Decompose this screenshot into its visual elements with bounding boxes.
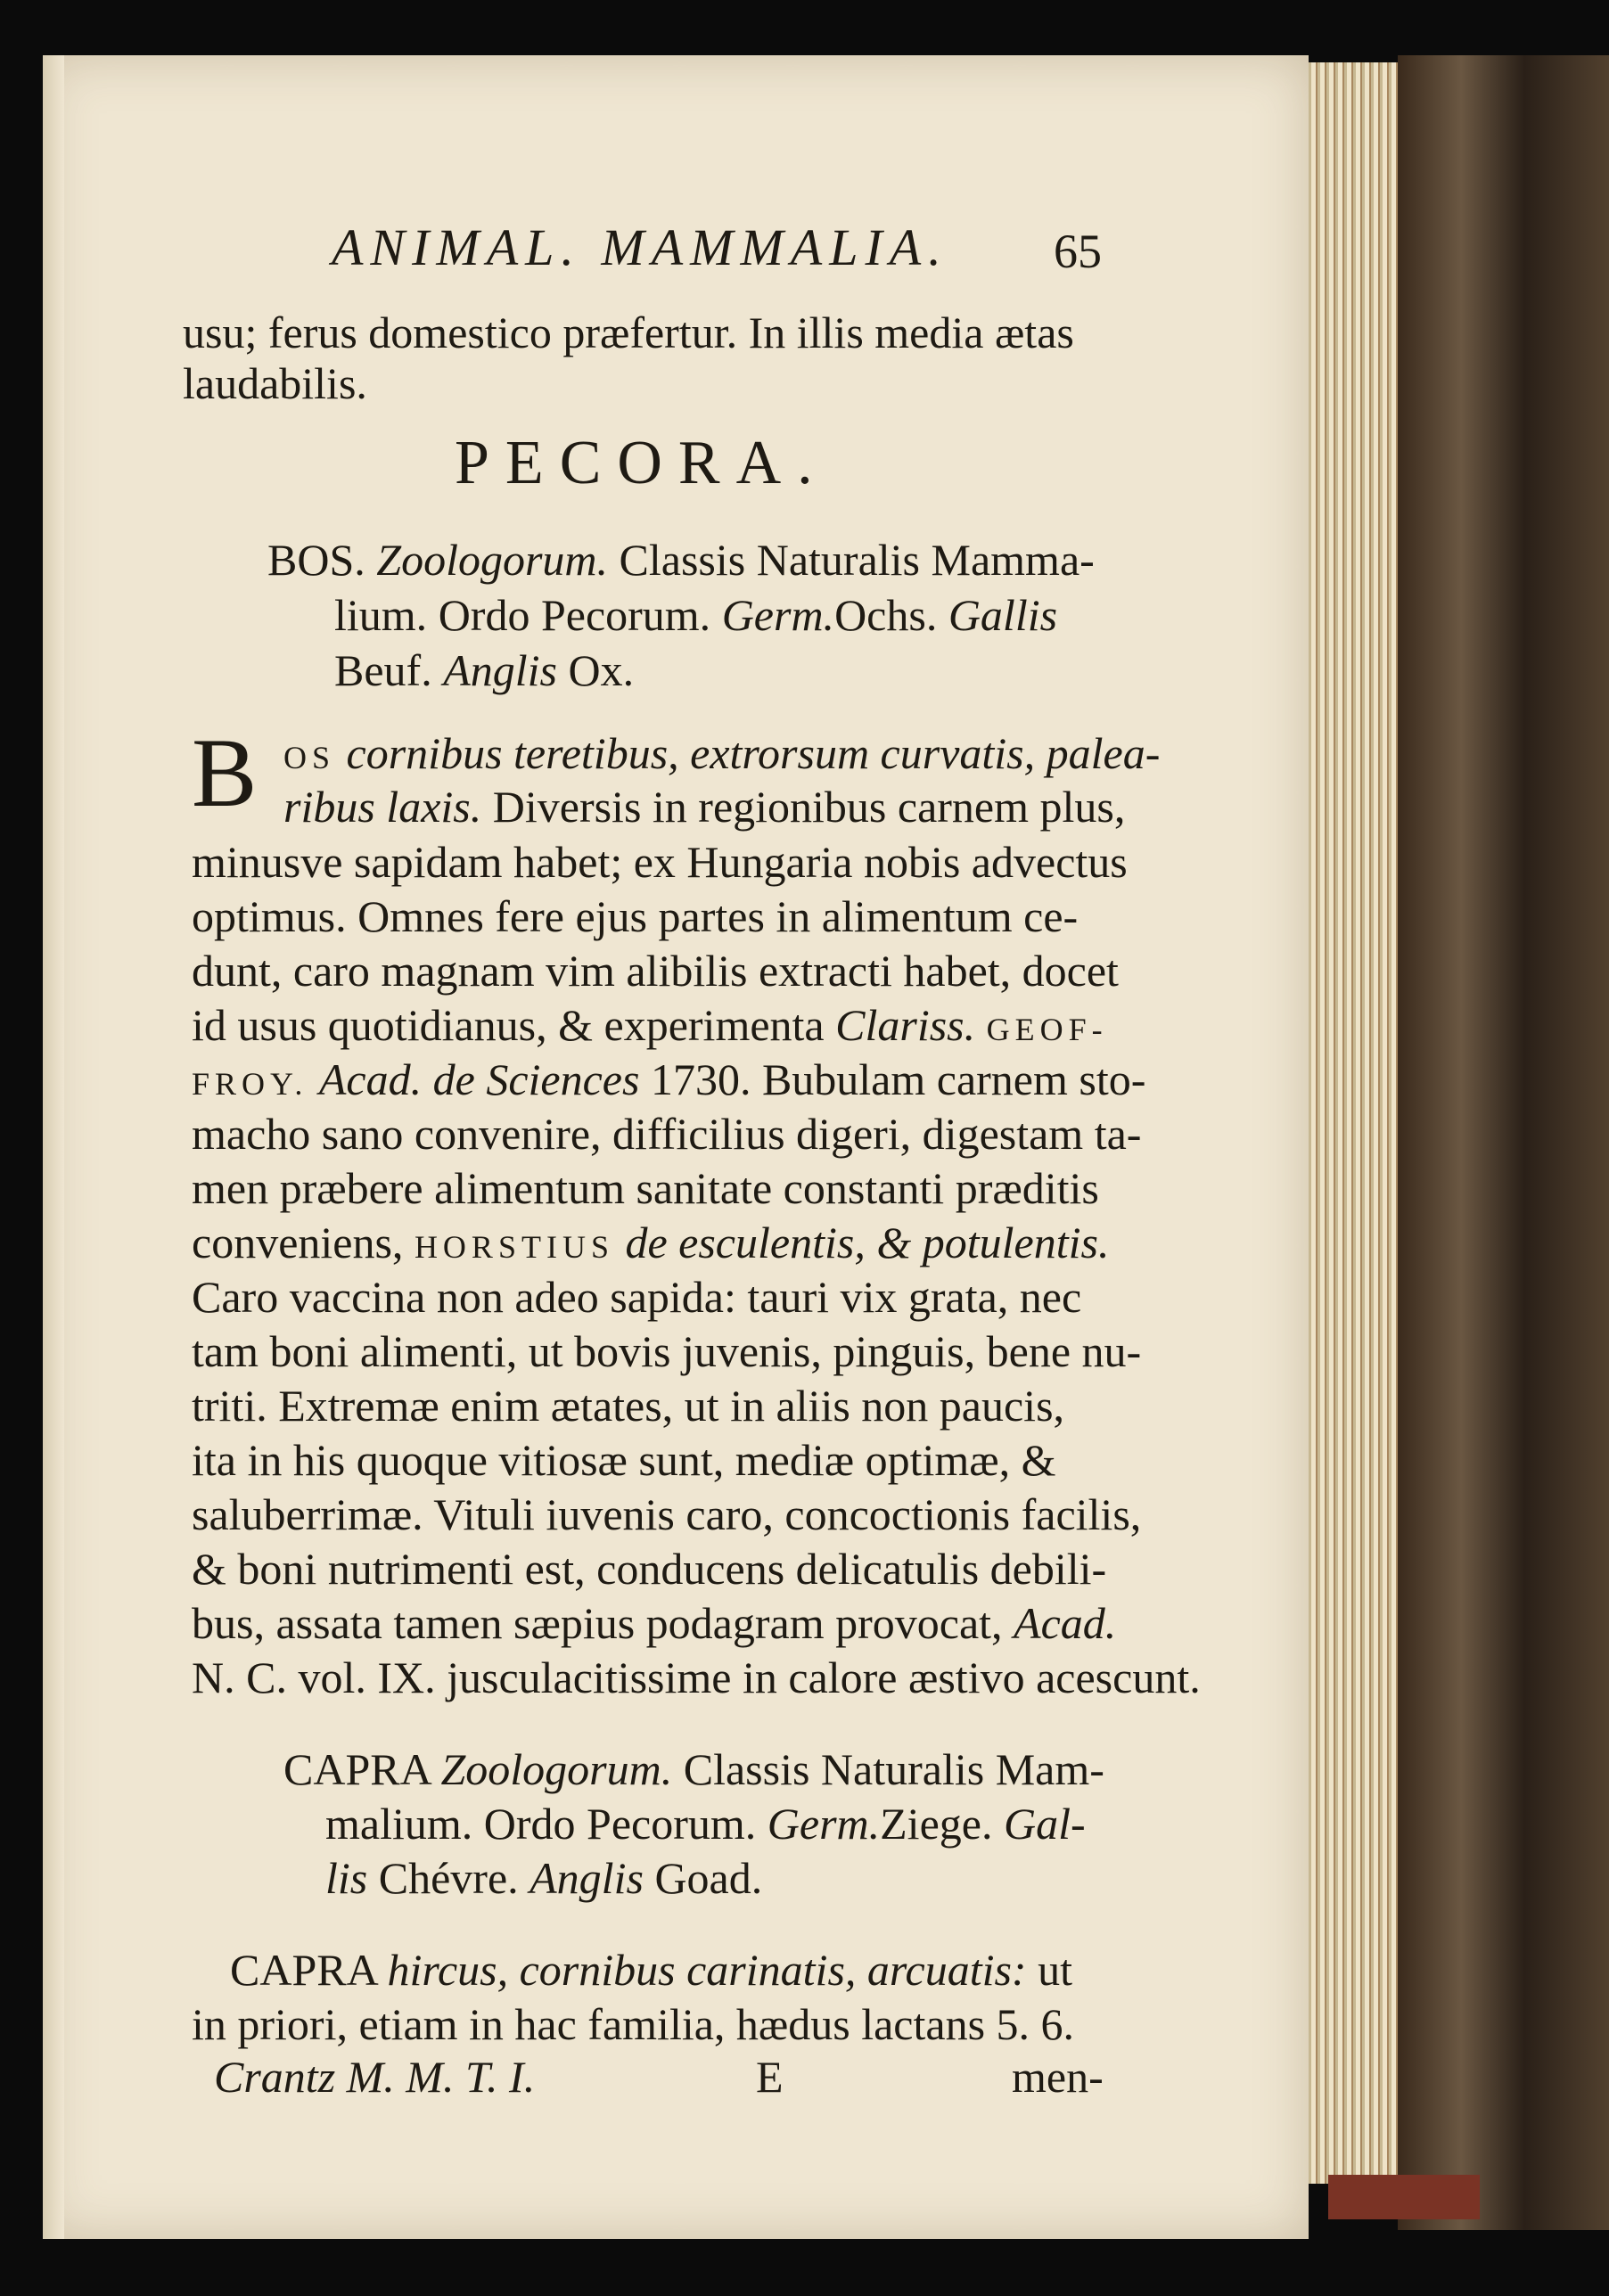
bos-para-line: triti. Extremæ enim ætates, ut in aliis non paucis,: [192, 1381, 1065, 1431]
bos-para-line: FROY. Acad. de Sciences 1730. Bubulam carnem sto-: [192, 1054, 1146, 1104]
printer-signature: Crantz M. M. T. I.: [214, 2052, 536, 2102]
bos-entry-line: BOS. Zoologorum. Classis Naturalis Mamma-: [267, 535, 1095, 585]
catchword: men-: [1012, 2052, 1104, 2102]
bos-para-line: ita in his quoque vitiosæ sunt, mediæ optimæ, &: [192, 1435, 1056, 1485]
capra-para-line: in priori, etiam in hac familia, hædus lactans 5. 6.: [192, 1999, 1075, 2049]
drop-capital: B: [192, 718, 258, 827]
intro-line: laudabilis.: [183, 358, 367, 408]
intro-line: usu; ferus domestico præfertur. In illis media ætas: [183, 308, 1074, 357]
bos-para-line: conveniens, HORSTIUS de esculentis, & potulentis.: [192, 1218, 1110, 1267]
page-number: 65: [1054, 225, 1102, 278]
capra-para-line: CAPRA hircus, cornibus carinatis, arcuatis: ut: [230, 1945, 1072, 1995]
bos-para-line: men præbere alimentum sanitate constanti præditis: [192, 1163, 1099, 1213]
bos-para-line: & boni nutrimenti est, conducens delicatulis debili-: [192, 1544, 1107, 1594]
bos-para-line: minusve sapidam habet; ex Hungaria nobis advectus: [192, 837, 1128, 887]
bos-entry-line: lium. Ordo Pecorum. Germ.Ochs. Gallis: [334, 590, 1058, 640]
bos-para-line: OS cornibus teretibus, extrorsum curvatis, palea-: [283, 728, 1161, 778]
bos-para-line: macho sano convenire, difficilius digeri, digestam ta-: [192, 1109, 1142, 1159]
bos-para-line: Caro vaccina non adeo sapida: tauri vix grata, nec: [192, 1272, 1082, 1322]
bos-para-line: bus, assata tamen sæpius podagram provocat, Acad.: [192, 1598, 1117, 1648]
bos-entry-line: Beuf. Anglis Ox.: [334, 645, 635, 695]
section-title: PECORA.: [455, 429, 829, 497]
running-title: ANIMAL. MAMMALIA.: [332, 218, 948, 276]
bos-para-line: optimus. Omnes fere ejus partes in alimentum ce-: [192, 891, 1079, 941]
bos-para-line: tam boni alimenti, ut bovis juvenis, pinguis, bene nu-: [192, 1326, 1142, 1376]
bos-para-line: id usus quotidianus, & experimenta Clariss. GEOF-: [192, 1000, 1108, 1050]
capra-entry-line: lis Chévre. Anglis Goad.: [325, 1853, 763, 1903]
signature-mark: E: [756, 2052, 784, 2102]
bos-para-line: ribus laxis. Diversis in regionibus carnem plus,: [283, 782, 1126, 832]
bos-para-line: N. C. vol. IX. jusculacitissime in calore æstivo acescunt.: [192, 1652, 1201, 1702]
bos-para-line: saluberrimæ. Vituli iuvenis caro, concoctionis facilis,: [192, 1489, 1142, 1539]
capra-entry-line: malium. Ordo Pecorum. Germ.Ziege. Gal-: [325, 1799, 1086, 1849]
capra-entry-line: CAPRA Zoologorum. Classis Naturalis Mam-: [283, 1744, 1104, 1794]
bos-para-line: dunt, caro magnam vim alibilis extracti habet, docet: [192, 946, 1119, 996]
